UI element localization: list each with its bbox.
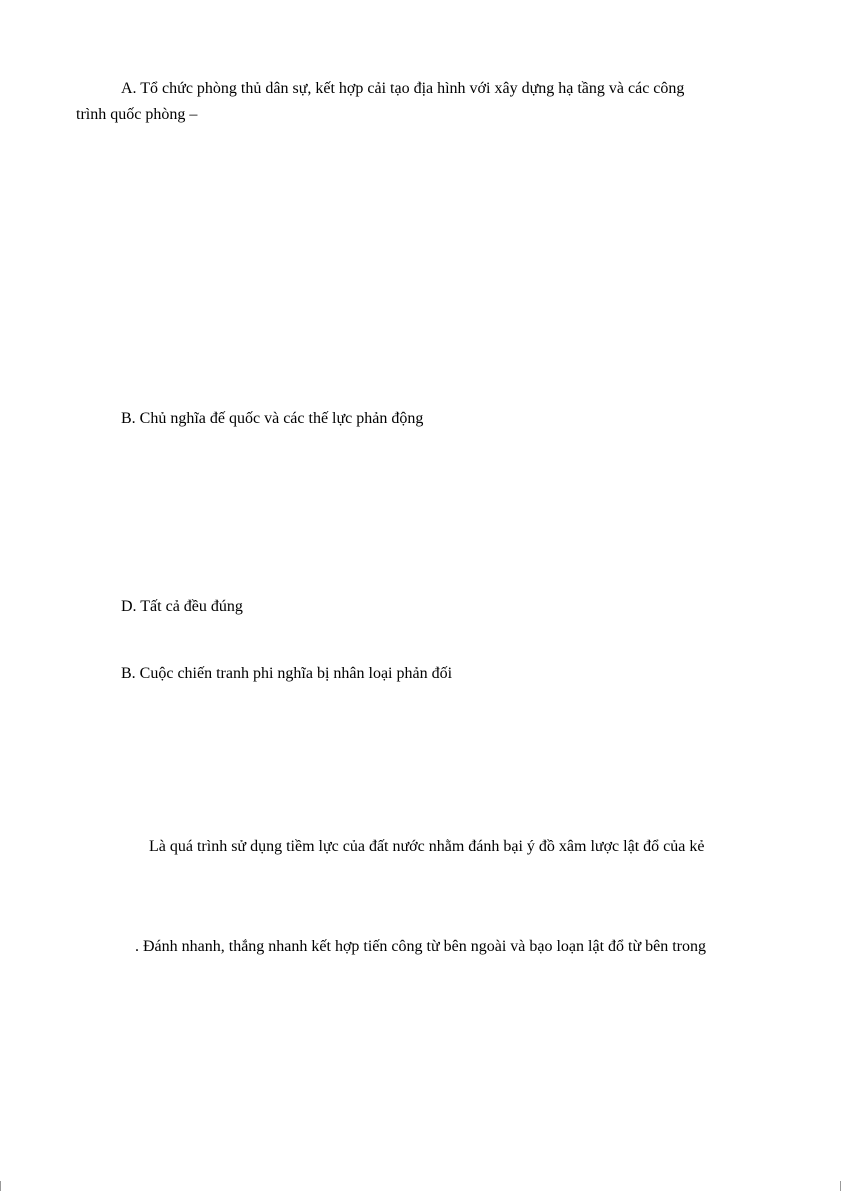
answer-b-unjust-war: B. Cuộc chiến tranh phi nghĩa bị nhân loại phản đối (121, 665, 453, 682)
strategy-line: . Đánh nhanh, thắng nhanh kết hợp tiến công từ bên ngoài và bạo loạn lật đổ từ bên trong (135, 938, 707, 955)
page-corner-mark-right (834, 1181, 841, 1191)
definition-line: Là quá trình sử dụng tiềm lực của đất nước nhằm đánh bại ý đồ xâm lược lật đổ của kẻ (149, 838, 705, 855)
answer-a-line-1: A. Tổ chức phòng thủ dân sự, kết hợp cải tạo địa hình với xây dựng hạ tầng và các công (121, 80, 685, 97)
answer-d-all-correct: D. Tất cả đều đúng (121, 598, 243, 615)
page-corner-mark-left (0, 1181, 7, 1191)
answer-b-imperialism: B. Chủ nghĩa đế quốc và các thế lực phản động (121, 410, 424, 427)
answer-a-line-2: trình quốc phòng – (76, 106, 198, 123)
